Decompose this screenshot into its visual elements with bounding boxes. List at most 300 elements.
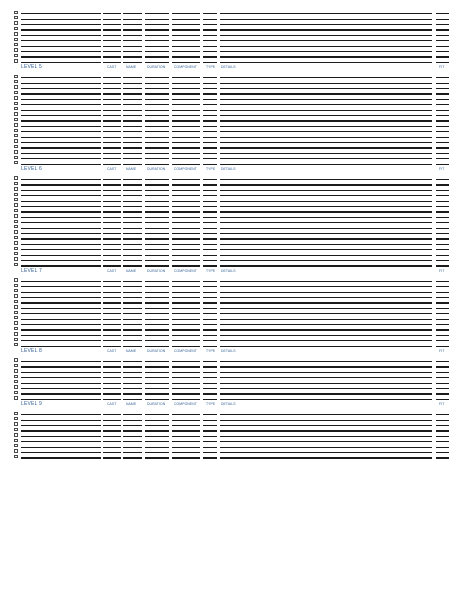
entry-line-component[interactable] bbox=[145, 383, 169, 384]
prepared-checkbox[interactable] bbox=[14, 391, 18, 394]
prepared-checkbox[interactable] bbox=[14, 396, 18, 399]
entry-line-duration[interactable] bbox=[123, 255, 142, 256]
entry-line-type[interactable] bbox=[172, 255, 200, 256]
entry-line-cast[interactable] bbox=[21, 190, 101, 191]
entry-line-type[interactable] bbox=[172, 441, 200, 442]
entry-line-name[interactable] bbox=[103, 110, 121, 111]
entry-line-type[interactable] bbox=[172, 425, 200, 426]
entry-line-cast[interactable] bbox=[21, 420, 101, 421]
entry-line-type[interactable] bbox=[172, 222, 200, 223]
entry-line-details[interactable] bbox=[203, 137, 217, 138]
entry-line-duration[interactable] bbox=[123, 184, 142, 185]
entry-line-component[interactable] bbox=[145, 13, 169, 14]
entry-line-duration[interactable] bbox=[123, 399, 142, 400]
entry-line-component[interactable] bbox=[145, 430, 169, 431]
entry-line-details[interactable] bbox=[203, 313, 217, 314]
prepared-checkbox[interactable] bbox=[14, 247, 18, 250]
prepared-checkbox[interactable] bbox=[14, 145, 18, 148]
entry-line-name[interactable] bbox=[103, 286, 121, 287]
entry-line-col7[interactable] bbox=[436, 62, 449, 63]
entry-line-col7[interactable] bbox=[436, 99, 449, 100]
entry-line-component[interactable] bbox=[145, 233, 169, 234]
entry-line-details[interactable] bbox=[203, 29, 217, 30]
entry-line-cast[interactable] bbox=[21, 233, 101, 234]
entry-line-component[interactable] bbox=[145, 319, 169, 320]
entry-line-duration[interactable] bbox=[123, 51, 142, 52]
entry-line-duration[interactable] bbox=[123, 286, 142, 287]
entry-line-col7[interactable] bbox=[436, 361, 449, 362]
entry-line-cast[interactable] bbox=[21, 447, 101, 448]
entry-line-fit[interactable] bbox=[220, 308, 432, 309]
entry-line-component[interactable] bbox=[145, 35, 169, 36]
entry-line-type[interactable] bbox=[172, 77, 200, 78]
entry-line-name[interactable] bbox=[103, 238, 121, 239]
entry-line-details[interactable] bbox=[203, 372, 217, 373]
entry-line-type[interactable] bbox=[172, 420, 200, 421]
entry-line-details[interactable] bbox=[203, 147, 217, 148]
entry-line-fit[interactable] bbox=[220, 393, 432, 394]
entry-line-cast[interactable] bbox=[21, 430, 101, 431]
entry-line-duration[interactable] bbox=[123, 126, 142, 127]
entry-line-details[interactable] bbox=[203, 83, 217, 84]
prepared-checkbox[interactable] bbox=[14, 241, 18, 244]
prepared-checkbox[interactable] bbox=[14, 27, 18, 30]
entry-line-cast[interactable] bbox=[21, 361, 101, 362]
entry-line-details[interactable] bbox=[203, 40, 217, 41]
entry-line-name[interactable] bbox=[103, 324, 121, 325]
entry-line-details[interactable] bbox=[203, 399, 217, 400]
entry-line-col7[interactable] bbox=[436, 77, 449, 78]
entry-line-name[interactable] bbox=[103, 19, 121, 20]
entry-line-fit[interactable] bbox=[220, 457, 432, 458]
entry-line-col7[interactable] bbox=[436, 308, 449, 309]
entry-line-cast[interactable] bbox=[21, 88, 101, 89]
entry-line-name[interactable] bbox=[103, 414, 121, 415]
entry-line-cast[interactable] bbox=[21, 104, 101, 105]
entry-line-col7[interactable] bbox=[436, 249, 449, 250]
prepared-checkbox[interactable] bbox=[14, 278, 18, 281]
entry-line-name[interactable] bbox=[103, 319, 121, 320]
prepared-checkbox[interactable] bbox=[14, 412, 18, 415]
entry-line-details[interactable] bbox=[203, 211, 217, 212]
entry-line-type[interactable] bbox=[172, 399, 200, 400]
entry-line-component[interactable] bbox=[145, 308, 169, 309]
entry-line-name[interactable] bbox=[103, 452, 121, 453]
entry-line-col7[interactable] bbox=[436, 184, 449, 185]
prepared-checkbox[interactable] bbox=[14, 369, 18, 372]
entry-line-fit[interactable] bbox=[220, 120, 432, 121]
entry-line-col7[interactable] bbox=[436, 383, 449, 384]
entry-line-component[interactable] bbox=[145, 425, 169, 426]
entry-line-duration[interactable] bbox=[123, 217, 142, 218]
entry-line-name[interactable] bbox=[103, 340, 121, 341]
entry-line-cast[interactable] bbox=[21, 120, 101, 121]
entry-line-type[interactable] bbox=[172, 35, 200, 36]
entry-line-type[interactable] bbox=[172, 153, 200, 154]
entry-line-details[interactable] bbox=[203, 388, 217, 389]
entry-line-component[interactable] bbox=[145, 56, 169, 57]
entry-line-type[interactable] bbox=[172, 260, 200, 261]
entry-line-details[interactable] bbox=[203, 228, 217, 229]
entry-line-component[interactable] bbox=[145, 313, 169, 314]
entry-line-duration[interactable] bbox=[123, 179, 142, 180]
entry-line-cast[interactable] bbox=[21, 83, 101, 84]
entry-line-duration[interactable] bbox=[123, 13, 142, 14]
entry-line-details[interactable] bbox=[203, 340, 217, 341]
entry-line-details[interactable] bbox=[203, 286, 217, 287]
entry-line-fit[interactable] bbox=[220, 436, 432, 437]
entry-line-details[interactable] bbox=[203, 46, 217, 47]
entry-line-fit[interactable] bbox=[220, 281, 432, 282]
entry-line-type[interactable] bbox=[172, 308, 200, 309]
entry-line-name[interactable] bbox=[103, 361, 121, 362]
entry-line-cast[interactable] bbox=[21, 126, 101, 127]
entry-line-type[interactable] bbox=[172, 414, 200, 415]
entry-line-component[interactable] bbox=[145, 420, 169, 421]
entry-line-details[interactable] bbox=[203, 93, 217, 94]
prepared-checkbox[interactable] bbox=[14, 338, 18, 341]
entry-line-col7[interactable] bbox=[436, 211, 449, 212]
entry-line-cast[interactable] bbox=[21, 313, 101, 314]
entry-line-duration[interactable] bbox=[123, 110, 142, 111]
entry-line-details[interactable] bbox=[203, 335, 217, 336]
entry-line-name[interactable] bbox=[103, 244, 121, 245]
entry-line-duration[interactable] bbox=[123, 29, 142, 30]
entry-line-details[interactable] bbox=[203, 346, 217, 347]
entry-line-col7[interactable] bbox=[436, 233, 449, 234]
entry-line-duration[interactable] bbox=[123, 420, 142, 421]
entry-line-name[interactable] bbox=[103, 265, 121, 266]
entry-line-details[interactable] bbox=[203, 56, 217, 57]
entry-line-type[interactable] bbox=[172, 29, 200, 30]
entry-line-details[interactable] bbox=[203, 255, 217, 256]
entry-line-details[interactable] bbox=[203, 366, 217, 367]
entry-line-fit[interactable] bbox=[220, 126, 432, 127]
entry-line-name[interactable] bbox=[103, 46, 121, 47]
entry-line-component[interactable] bbox=[145, 393, 169, 394]
entry-line-name[interactable] bbox=[103, 372, 121, 373]
entry-line-duration[interactable] bbox=[123, 88, 142, 89]
entry-line-name[interactable] bbox=[103, 441, 121, 442]
entry-line-duration[interactable] bbox=[123, 335, 142, 336]
entry-line-type[interactable] bbox=[172, 265, 200, 266]
prepared-checkbox[interactable] bbox=[14, 311, 18, 314]
entry-line-duration[interactable] bbox=[123, 238, 142, 239]
entry-line-type[interactable] bbox=[172, 190, 200, 191]
entry-line-details[interactable] bbox=[203, 62, 217, 63]
entry-line-details[interactable] bbox=[203, 201, 217, 202]
entry-line-fit[interactable] bbox=[220, 425, 432, 426]
entry-line-col7[interactable] bbox=[436, 13, 449, 14]
entry-line-component[interactable] bbox=[145, 158, 169, 159]
entry-line-duration[interactable] bbox=[123, 56, 142, 57]
entry-line-details[interactable] bbox=[203, 319, 217, 320]
entry-line-duration[interactable] bbox=[123, 164, 142, 165]
entry-line-fit[interactable] bbox=[220, 255, 432, 256]
entry-line-component[interactable] bbox=[145, 126, 169, 127]
entry-line-duration[interactable] bbox=[123, 383, 142, 384]
entry-line-fit[interactable] bbox=[220, 201, 432, 202]
entry-line-details[interactable] bbox=[203, 238, 217, 239]
prepared-checkbox[interactable] bbox=[14, 182, 18, 185]
entry-line-name[interactable] bbox=[103, 308, 121, 309]
entry-line-fit[interactable] bbox=[220, 131, 432, 132]
entry-line-col7[interactable] bbox=[436, 457, 449, 458]
entry-line-component[interactable] bbox=[145, 40, 169, 41]
entry-line-fit[interactable] bbox=[220, 88, 432, 89]
entry-line-details[interactable] bbox=[203, 88, 217, 89]
prepared-checkbox[interactable] bbox=[14, 364, 18, 367]
entry-line-type[interactable] bbox=[172, 297, 200, 298]
entry-line-cast[interactable] bbox=[21, 51, 101, 52]
entry-line-name[interactable] bbox=[103, 297, 121, 298]
entry-line-type[interactable] bbox=[172, 457, 200, 458]
entry-line-component[interactable] bbox=[145, 211, 169, 212]
entry-line-name[interactable] bbox=[103, 430, 121, 431]
entry-line-type[interactable] bbox=[172, 383, 200, 384]
entry-line-name[interactable] bbox=[103, 83, 121, 84]
entry-line-fit[interactable] bbox=[220, 115, 432, 116]
entry-line-details[interactable] bbox=[203, 441, 217, 442]
entry-line-col7[interactable] bbox=[436, 115, 449, 116]
entry-line-details[interactable] bbox=[203, 436, 217, 437]
entry-line-component[interactable] bbox=[145, 457, 169, 458]
entry-line-fit[interactable] bbox=[220, 319, 432, 320]
entry-line-name[interactable] bbox=[103, 40, 121, 41]
entry-line-type[interactable] bbox=[172, 142, 200, 143]
entry-line-details[interactable] bbox=[203, 126, 217, 127]
entry-line-fit[interactable] bbox=[220, 383, 432, 384]
entry-line-component[interactable] bbox=[145, 388, 169, 389]
prepared-checkbox[interactable] bbox=[14, 225, 18, 228]
entry-line-type[interactable] bbox=[172, 211, 200, 212]
entry-line-name[interactable] bbox=[103, 302, 121, 303]
entry-line-name[interactable] bbox=[103, 88, 121, 89]
entry-line-name[interactable] bbox=[103, 393, 121, 394]
prepared-checkbox[interactable] bbox=[14, 220, 18, 223]
entry-line-component[interactable] bbox=[145, 292, 169, 293]
entry-line-cast[interactable] bbox=[21, 222, 101, 223]
entry-line-name[interactable] bbox=[103, 77, 121, 78]
entry-line-fit[interactable] bbox=[220, 335, 432, 336]
prepared-checkbox[interactable] bbox=[14, 21, 18, 24]
entry-line-cast[interactable] bbox=[21, 115, 101, 116]
entry-line-col7[interactable] bbox=[436, 260, 449, 261]
entry-line-col7[interactable] bbox=[436, 425, 449, 426]
entry-line-duration[interactable] bbox=[123, 233, 142, 234]
entry-line-col7[interactable] bbox=[436, 452, 449, 453]
entry-line-details[interactable] bbox=[203, 414, 217, 415]
entry-line-type[interactable] bbox=[172, 244, 200, 245]
prepared-checkbox[interactable] bbox=[14, 187, 18, 190]
entry-line-component[interactable] bbox=[145, 335, 169, 336]
entry-line-duration[interactable] bbox=[123, 244, 142, 245]
entry-line-type[interactable] bbox=[172, 324, 200, 325]
prepared-checkbox[interactable] bbox=[14, 107, 18, 110]
entry-line-col7[interactable] bbox=[436, 24, 449, 25]
prepared-checkbox[interactable] bbox=[14, 129, 18, 132]
entry-line-col7[interactable] bbox=[436, 195, 449, 196]
entry-line-name[interactable] bbox=[103, 62, 121, 63]
entry-line-col7[interactable] bbox=[436, 377, 449, 378]
entry-line-type[interactable] bbox=[172, 286, 200, 287]
entry-line-col7[interactable] bbox=[436, 126, 449, 127]
entry-line-fit[interactable] bbox=[220, 292, 432, 293]
entry-line-details[interactable] bbox=[203, 430, 217, 431]
entry-line-duration[interactable] bbox=[123, 414, 142, 415]
prepared-checkbox[interactable] bbox=[14, 96, 18, 99]
entry-line-fit[interactable] bbox=[220, 13, 432, 14]
entry-line-fit[interactable] bbox=[220, 19, 432, 20]
entry-line-name[interactable] bbox=[103, 201, 121, 202]
prepared-checkbox[interactable] bbox=[14, 455, 18, 458]
entry-line-cast[interactable] bbox=[21, 286, 101, 287]
entry-line-cast[interactable] bbox=[21, 206, 101, 207]
prepared-checkbox[interactable] bbox=[14, 428, 18, 431]
entry-line-details[interactable] bbox=[203, 297, 217, 298]
entry-line-fit[interactable] bbox=[220, 83, 432, 84]
entry-line-col7[interactable] bbox=[436, 414, 449, 415]
entry-line-details[interactable] bbox=[203, 260, 217, 261]
entry-line-name[interactable] bbox=[103, 24, 121, 25]
entry-line-component[interactable] bbox=[145, 77, 169, 78]
entry-line-duration[interactable] bbox=[123, 147, 142, 148]
entry-line-component[interactable] bbox=[145, 281, 169, 282]
entry-line-details[interactable] bbox=[203, 131, 217, 132]
entry-line-cast[interactable] bbox=[21, 249, 101, 250]
entry-line-details[interactable] bbox=[203, 184, 217, 185]
entry-line-component[interactable] bbox=[145, 110, 169, 111]
prepared-checkbox[interactable] bbox=[14, 305, 18, 308]
entry-line-cast[interactable] bbox=[21, 308, 101, 309]
entry-line-details[interactable] bbox=[203, 179, 217, 180]
entry-line-type[interactable] bbox=[172, 238, 200, 239]
prepared-checkbox[interactable] bbox=[14, 294, 18, 297]
entry-line-cast[interactable] bbox=[21, 153, 101, 154]
entry-line-duration[interactable] bbox=[123, 388, 142, 389]
entry-line-component[interactable] bbox=[145, 297, 169, 298]
prepared-checkbox[interactable] bbox=[14, 139, 18, 142]
entry-line-details[interactable] bbox=[203, 393, 217, 394]
entry-line-fit[interactable] bbox=[220, 340, 432, 341]
entry-line-fit[interactable] bbox=[220, 164, 432, 165]
prepared-checkbox[interactable] bbox=[14, 209, 18, 212]
entry-line-details[interactable] bbox=[203, 19, 217, 20]
entry-line-col7[interactable] bbox=[436, 441, 449, 442]
prepared-checkbox[interactable] bbox=[14, 43, 18, 46]
entry-line-col7[interactable] bbox=[436, 222, 449, 223]
entry-line-col7[interactable] bbox=[436, 388, 449, 389]
entry-line-duration[interactable] bbox=[123, 302, 142, 303]
entry-line-cast[interactable] bbox=[21, 179, 101, 180]
entry-line-details[interactable] bbox=[203, 302, 217, 303]
entry-line-col7[interactable] bbox=[436, 436, 449, 437]
entry-line-fit[interactable] bbox=[220, 228, 432, 229]
entry-line-col7[interactable] bbox=[436, 120, 449, 121]
entry-line-type[interactable] bbox=[172, 335, 200, 336]
entry-line-fit[interactable] bbox=[220, 346, 432, 347]
entry-line-details[interactable] bbox=[203, 457, 217, 458]
entry-line-duration[interactable] bbox=[123, 83, 142, 84]
prepared-checkbox[interactable] bbox=[14, 343, 18, 346]
entry-line-duration[interactable] bbox=[123, 222, 142, 223]
entry-line-fit[interactable] bbox=[220, 142, 432, 143]
entry-line-duration[interactable] bbox=[123, 260, 142, 261]
entry-line-name[interactable] bbox=[103, 51, 121, 52]
prepared-checkbox[interactable] bbox=[14, 252, 18, 255]
entry-line-cast[interactable] bbox=[21, 110, 101, 111]
entry-line-details[interactable] bbox=[203, 447, 217, 448]
entry-line-name[interactable] bbox=[103, 153, 121, 154]
entry-line-fit[interactable] bbox=[220, 40, 432, 41]
entry-line-col7[interactable] bbox=[436, 329, 449, 330]
entry-line-component[interactable] bbox=[145, 399, 169, 400]
prepared-checkbox[interactable] bbox=[14, 59, 18, 62]
entry-line-cast[interactable] bbox=[21, 399, 101, 400]
entry-line-component[interactable] bbox=[145, 184, 169, 185]
entry-line-type[interactable] bbox=[172, 62, 200, 63]
entry-line-fit[interactable] bbox=[220, 195, 432, 196]
entry-line-details[interactable] bbox=[203, 222, 217, 223]
prepared-checkbox[interactable] bbox=[14, 230, 18, 233]
entry-line-details[interactable] bbox=[203, 13, 217, 14]
entry-line-fit[interactable] bbox=[220, 147, 432, 148]
entry-line-col7[interactable] bbox=[436, 265, 449, 266]
entry-line-fit[interactable] bbox=[220, 414, 432, 415]
entry-line-component[interactable] bbox=[145, 302, 169, 303]
prepared-checkbox[interactable] bbox=[14, 284, 18, 287]
entry-line-name[interactable] bbox=[103, 217, 121, 218]
entry-line-cast[interactable] bbox=[21, 201, 101, 202]
entry-line-cast[interactable] bbox=[21, 93, 101, 94]
entry-line-component[interactable] bbox=[145, 179, 169, 180]
prepared-checkbox[interactable] bbox=[14, 150, 18, 153]
entry-line-type[interactable] bbox=[172, 110, 200, 111]
entry-line-cast[interactable] bbox=[21, 56, 101, 57]
prepared-checkbox[interactable] bbox=[14, 422, 18, 425]
entry-line-component[interactable] bbox=[145, 137, 169, 138]
entry-line-duration[interactable] bbox=[123, 115, 142, 116]
entry-line-details[interactable] bbox=[203, 265, 217, 266]
entry-line-col7[interactable] bbox=[436, 83, 449, 84]
entry-line-component[interactable] bbox=[145, 238, 169, 239]
entry-line-name[interactable] bbox=[103, 93, 121, 94]
entry-line-component[interactable] bbox=[145, 361, 169, 362]
entry-line-name[interactable] bbox=[103, 383, 121, 384]
entry-line-fit[interactable] bbox=[220, 35, 432, 36]
prepared-checkbox[interactable] bbox=[14, 321, 18, 324]
entry-line-col7[interactable] bbox=[436, 324, 449, 325]
entry-line-type[interactable] bbox=[172, 292, 200, 293]
entry-line-cast[interactable] bbox=[21, 383, 101, 384]
entry-line-details[interactable] bbox=[203, 115, 217, 116]
entry-line-fit[interactable] bbox=[220, 190, 432, 191]
entry-line-component[interactable] bbox=[145, 99, 169, 100]
entry-line-fit[interactable] bbox=[220, 137, 432, 138]
entry-line-details[interactable] bbox=[203, 158, 217, 159]
prepared-checkbox[interactable] bbox=[14, 444, 18, 447]
entry-line-cast[interactable] bbox=[21, 297, 101, 298]
entry-line-component[interactable] bbox=[145, 19, 169, 20]
entry-line-duration[interactable] bbox=[123, 281, 142, 282]
entry-line-duration[interactable] bbox=[123, 120, 142, 121]
entry-line-cast[interactable] bbox=[21, 366, 101, 367]
entry-line-col7[interactable] bbox=[436, 110, 449, 111]
entry-line-cast[interactable] bbox=[21, 388, 101, 389]
entry-line-component[interactable] bbox=[145, 228, 169, 229]
entry-line-col7[interactable] bbox=[436, 244, 449, 245]
entry-line-type[interactable] bbox=[172, 104, 200, 105]
